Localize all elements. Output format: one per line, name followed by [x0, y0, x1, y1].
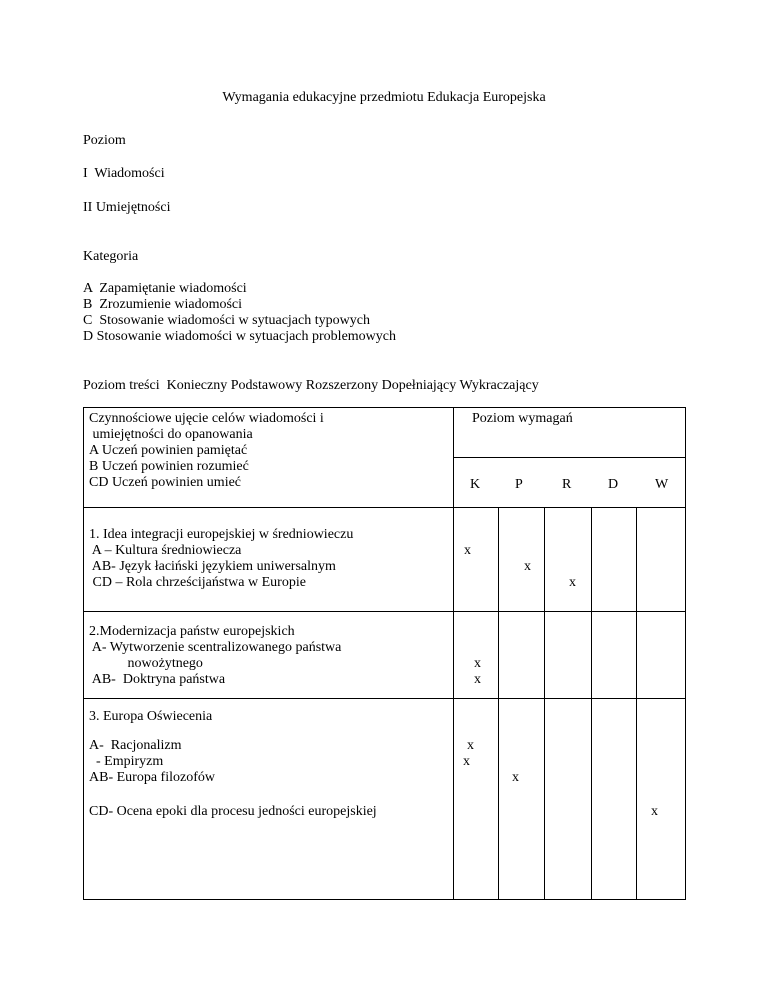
- table-border-left: [83, 407, 84, 900]
- row3-line-2: A- Racjonalizm: [89, 738, 182, 753]
- table-col-divider-pr: [544, 507, 545, 900]
- kategoria-item-a: A Zapamiętanie wiadomości: [83, 281, 247, 296]
- header-left-line-2: umiejętności do opanowania: [89, 427, 253, 442]
- table-col-divider-main: [453, 407, 454, 900]
- row1-mark-k: x: [464, 543, 471, 558]
- header-left-line-4: B Uczeń powinien rozumieć: [89, 459, 249, 474]
- level-k: K: [470, 477, 481, 492]
- row1-mark-p: x: [524, 559, 531, 574]
- level-p: P: [515, 477, 523, 492]
- table-border-right: [685, 407, 686, 900]
- row3-mark-k-2: x: [463, 754, 470, 769]
- level-d: D: [608, 477, 619, 492]
- row3-line-4: AB- Europa filozofów: [89, 770, 215, 785]
- header-left-line-5: CD Uczeń powinien umieć: [89, 475, 242, 490]
- table-row-divider-2: [83, 611, 685, 612]
- header-poziom-wymagan: Poziom wymagań: [472, 411, 573, 426]
- kategoria-heading: Kategoria: [83, 249, 139, 264]
- poziom-item-1: I Wiadomości: [83, 166, 165, 181]
- kategoria-item-d: D Stosowanie wiadomości w sytuacjach problemowych: [83, 329, 396, 344]
- table-row-divider-1: [83, 507, 685, 508]
- table-border-top: [83, 407, 685, 408]
- row1-line-3: AB- Język łaciński językiem uniwersalnym: [89, 559, 336, 574]
- row2-line-4: AB- Doktryna państwa: [89, 672, 226, 687]
- row1-line-2: A – Kultura średniowiecza: [89, 543, 242, 558]
- table-header-divider: [453, 457, 685, 458]
- row2-mark-k-2: x: [474, 672, 481, 687]
- row1-mark-r: x: [569, 575, 576, 590]
- table-col-divider-rd: [591, 507, 592, 900]
- row3-mark-k-1: x: [467, 738, 474, 753]
- row1-line-4: CD – Rola chrześcijaństwa w Europie: [89, 575, 306, 590]
- kategoria-item-b: B Zrozumienie wiadomości: [83, 297, 243, 312]
- level-w: W: [655, 477, 669, 492]
- row1-line-1: 1. Idea integracji europejskiej w średniowieczu: [89, 527, 354, 542]
- row2-mark-k-1: x: [474, 656, 481, 671]
- poziom-item-2: II Umiejętności: [83, 200, 171, 215]
- header-left-line-3: A Uczeń powinien pamiętać: [89, 443, 248, 458]
- row3-mark-p: x: [512, 770, 519, 785]
- kategoria-item-c: C Stosowanie wiadomości w sytuacjach typowych: [83, 313, 370, 328]
- level-r: R: [562, 477, 572, 492]
- row2-line-1: 2.Modernizacja państw europejskich: [89, 624, 295, 639]
- poziom-heading: Poziom: [83, 133, 126, 148]
- table-col-divider-dw: [636, 507, 637, 900]
- table-row-divider-3: [83, 698, 685, 699]
- row2-line-3: nowożytnego: [89, 656, 203, 671]
- table-border-bottom: [83, 899, 685, 900]
- header-left-line-1: Czynnościowe ujęcie celów wiadomości i: [89, 411, 324, 426]
- row3-line-3: - Empiryzm: [89, 754, 164, 769]
- row2-line-2: A- Wytworzenie scentralizowanego państwa: [89, 640, 342, 655]
- row3-line-5: CD- Ocena epoki dla procesu jedności europejskiej: [89, 804, 377, 819]
- page-title: Wymagania edukacyjne przedmiotu Edukacja Europejska: [222, 90, 546, 105]
- row3-mark-w: x: [651, 804, 658, 819]
- row3-line-1: 3. Europa Oświecenia: [89, 709, 213, 724]
- poziom-tresci-line: Poziom treści Konieczny Podstawowy Rozszerzony Dopełniający Wykraczający: [83, 378, 539, 393]
- table-col-divider-kp: [498, 507, 499, 900]
